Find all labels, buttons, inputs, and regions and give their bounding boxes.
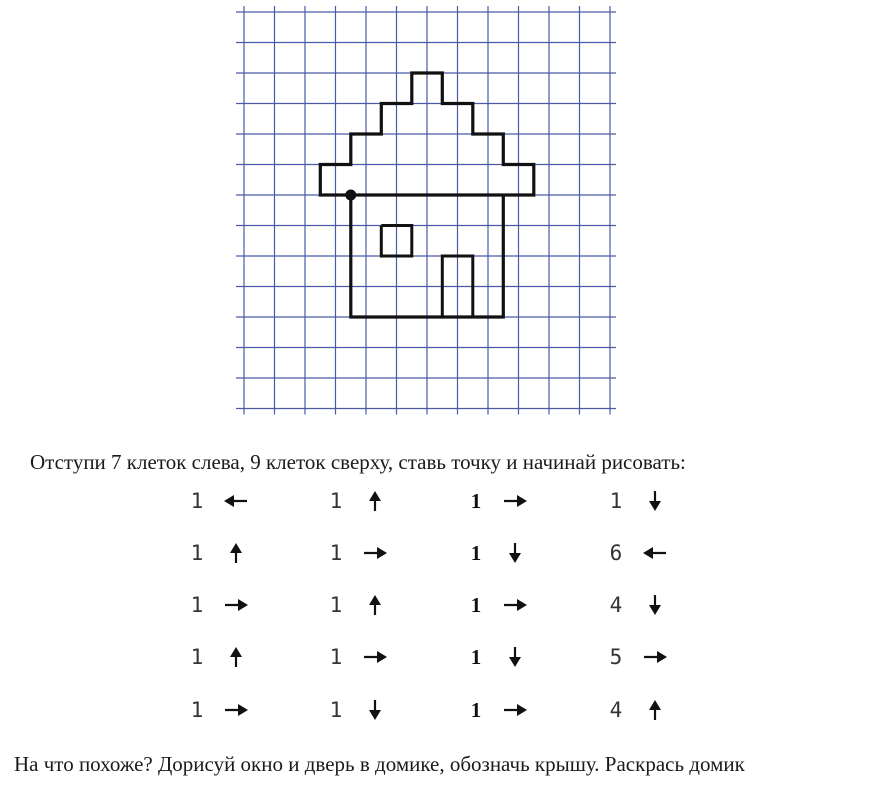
- command-cell: [186, 695, 250, 725]
- step-count: 1: [329, 593, 343, 617]
- arrow-left-icon: [222, 490, 250, 512]
- command-cell: [325, 642, 389, 672]
- grid-drawing: [236, 6, 636, 418]
- command-cell: [465, 590, 529, 620]
- start-point-dot: [345, 190, 356, 201]
- command-cell: [465, 695, 529, 725]
- step-count: 1: [329, 698, 343, 722]
- step-count: 1: [329, 489, 343, 513]
- arrow-up-icon: [361, 490, 389, 512]
- step-count: 1: [190, 489, 204, 513]
- arrow-right-icon: [222, 594, 250, 616]
- arrow-up-icon: [641, 699, 669, 721]
- step-count: 1: [190, 541, 204, 565]
- step-count: 1: [190, 645, 204, 669]
- step-count: 1: [470, 644, 482, 669]
- arrow-down-icon: [361, 699, 389, 721]
- step-count: 1: [470, 697, 482, 722]
- command-cell: [186, 642, 250, 672]
- arrow-down-icon: [501, 542, 529, 564]
- command-table: [0, 478, 881, 738]
- command-cell: [465, 538, 529, 568]
- step-count: 1: [190, 698, 204, 722]
- step-count: 6: [609, 541, 623, 565]
- arrow-left-icon: [641, 542, 669, 564]
- arrow-right-icon: [222, 699, 250, 721]
- arrow-right-icon: [501, 490, 529, 512]
- step-count: 5: [609, 645, 623, 669]
- arrow-up-icon: [222, 542, 250, 564]
- step-count: 4: [609, 698, 623, 722]
- arrow-right-icon: [361, 646, 389, 668]
- command-cell: [605, 642, 669, 672]
- question-text: На что похоже? Дорисуй окно и дверь в домике, обозначь крышу. Раскрась домик: [14, 752, 745, 776]
- step-count: 4: [609, 593, 623, 617]
- command-cell: [325, 695, 389, 725]
- command-cell: [465, 486, 529, 516]
- step-count: 1: [470, 592, 482, 617]
- step-count: 1: [329, 645, 343, 669]
- step-count: 1: [609, 489, 623, 513]
- command-cell: [465, 642, 529, 672]
- command-cell: [186, 538, 250, 568]
- arrow-right-icon: [361, 542, 389, 564]
- command-cell: [325, 590, 389, 620]
- arrow-up-icon: [361, 594, 389, 616]
- command-cell: [605, 486, 669, 516]
- command-cell: [186, 486, 250, 516]
- step-count: 1: [470, 540, 482, 565]
- instruction-text: Отступи 7 клеток слева, 9 клеток сверху, ставь точку и начинай рисовать:: [30, 450, 686, 474]
- arrow-down-icon: [641, 490, 669, 512]
- arrow-right-icon: [641, 646, 669, 668]
- arrow-right-icon: [501, 594, 529, 616]
- command-cell: [325, 538, 389, 568]
- command-cell: [186, 590, 250, 620]
- step-count: 1: [329, 541, 343, 565]
- command-cell: [605, 695, 669, 725]
- arrow-down-icon: [641, 594, 669, 616]
- command-cell: [325, 486, 389, 516]
- arrow-down-icon: [501, 646, 529, 668]
- step-count: 1: [190, 593, 204, 617]
- arrow-right-icon: [501, 699, 529, 721]
- command-cell: [605, 538, 669, 568]
- command-cell: [605, 590, 669, 620]
- arrow-up-icon: [222, 646, 250, 668]
- step-count: 1: [470, 488, 482, 513]
